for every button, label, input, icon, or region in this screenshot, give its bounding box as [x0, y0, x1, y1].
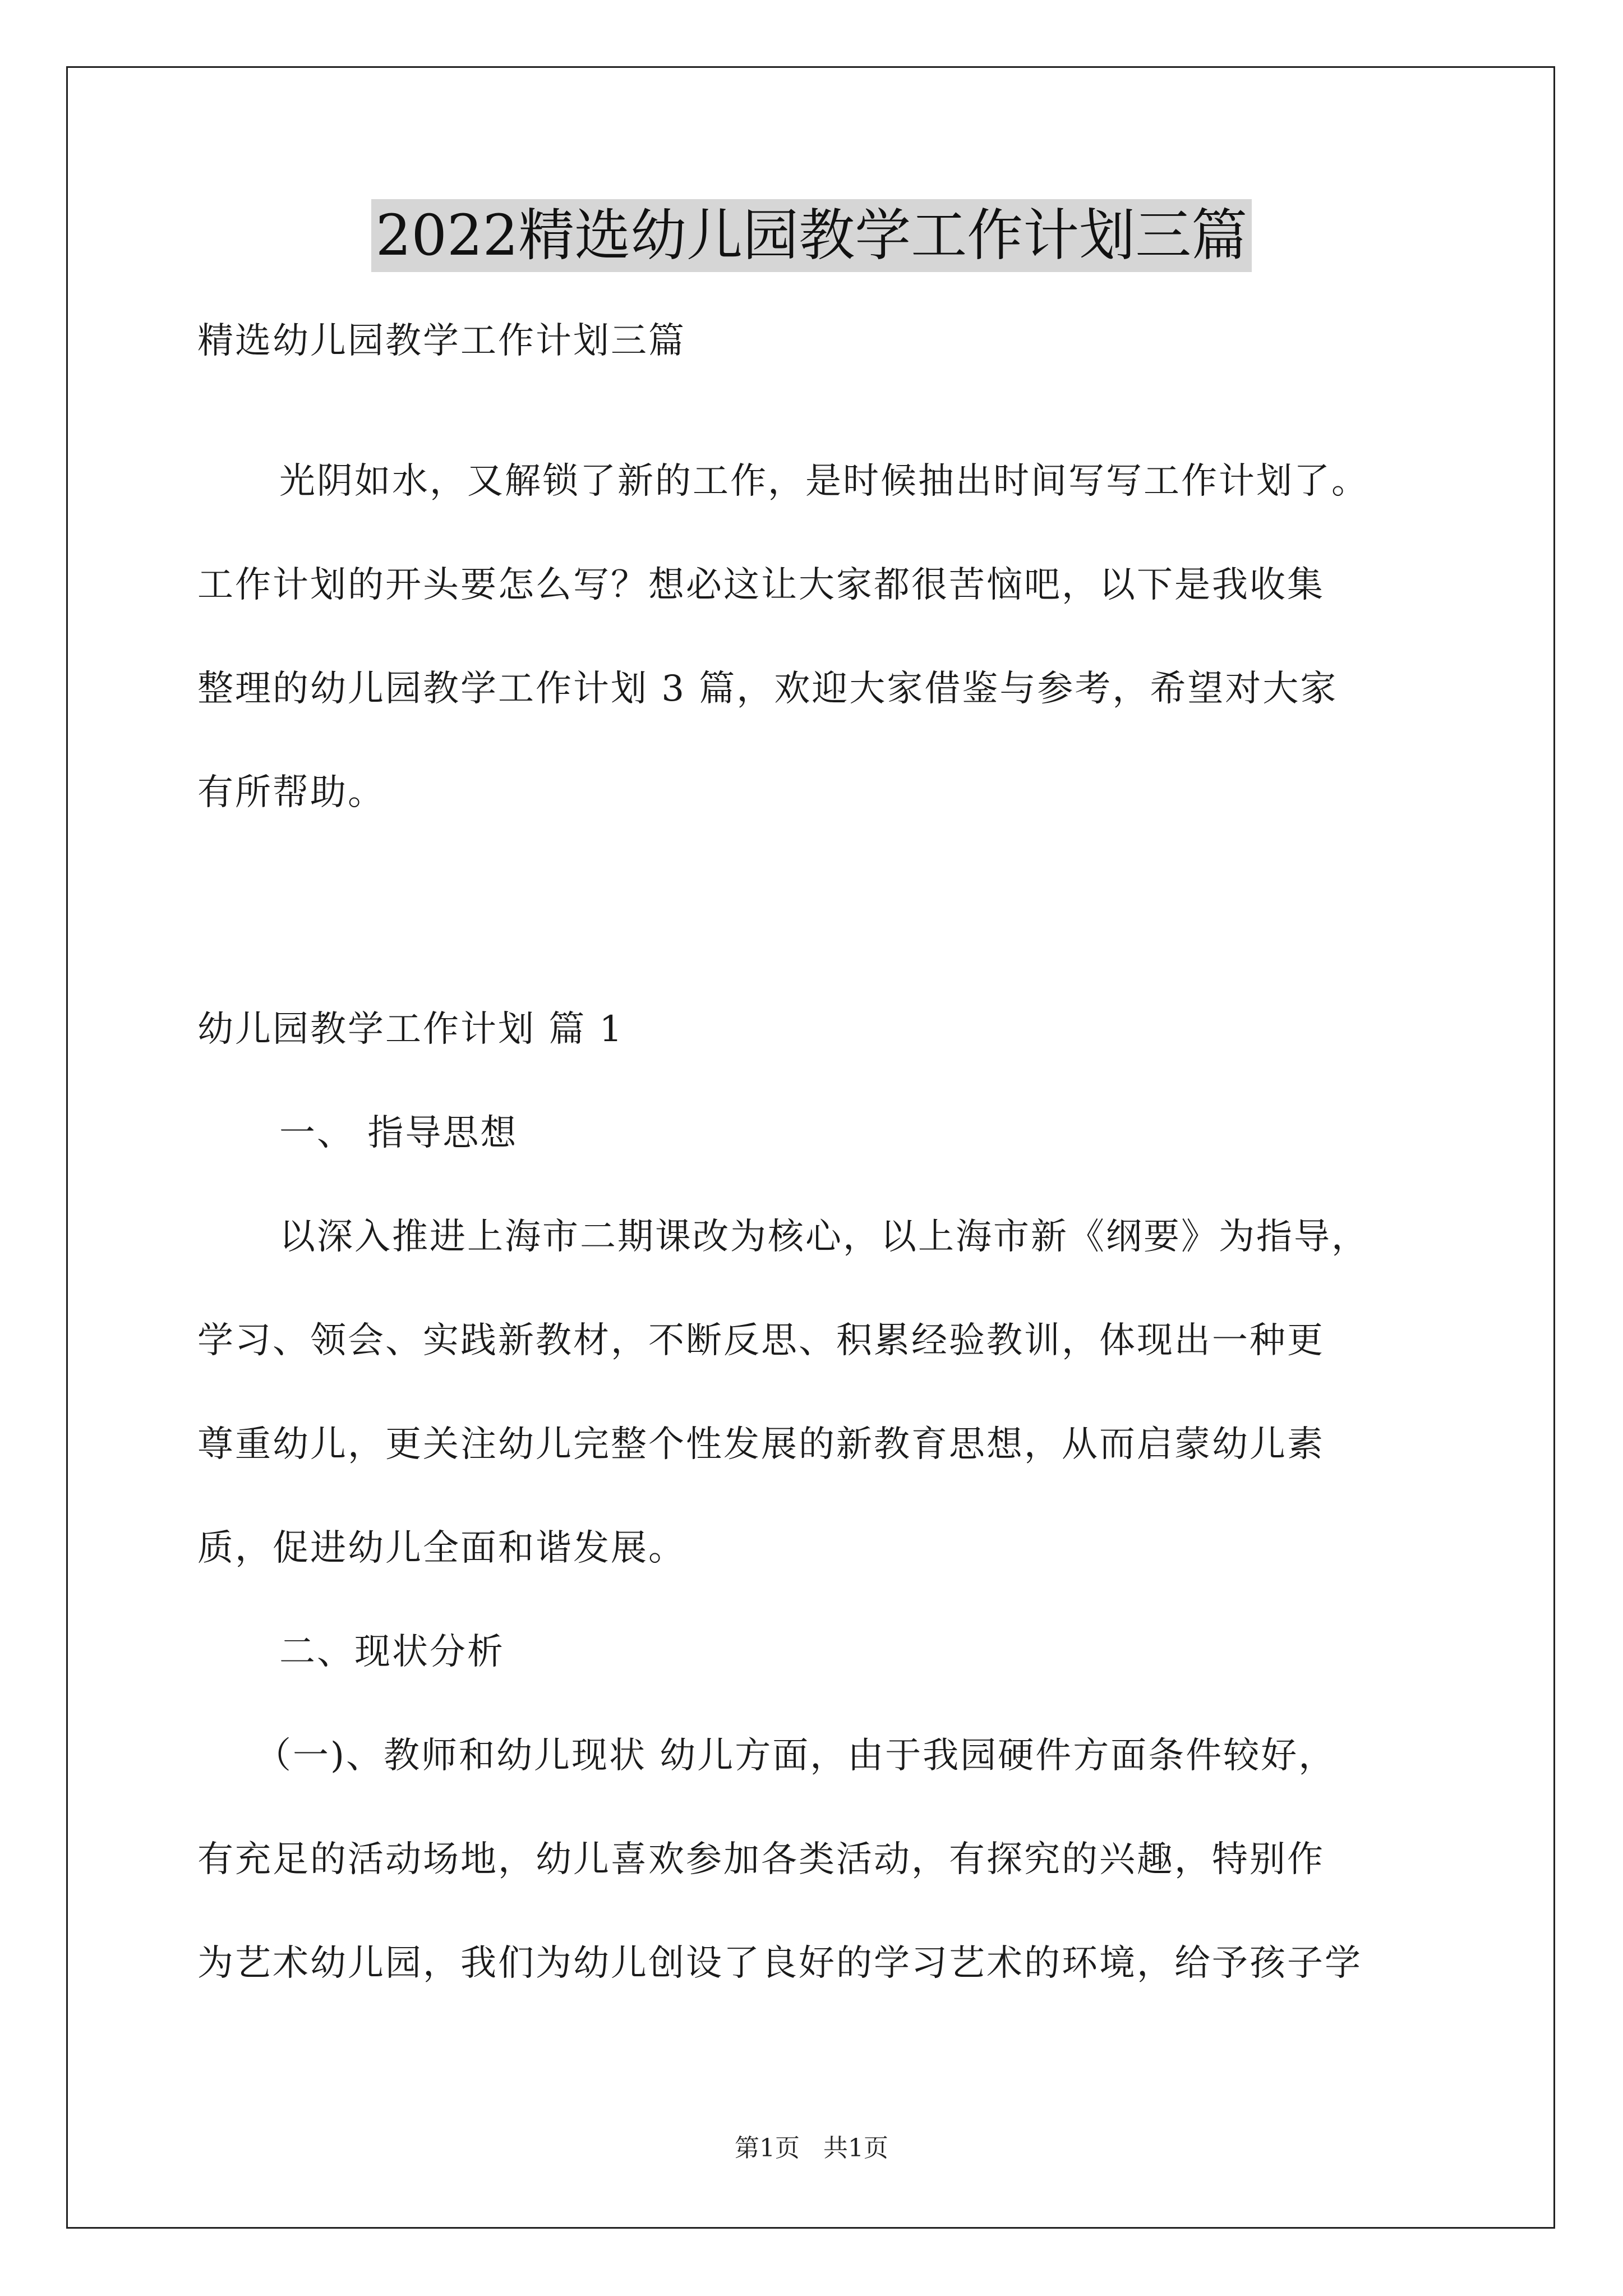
paragraph-line: 为艺术幼儿园，我们为幼儿创设了良好的学习艺术的环境，给予孩子学 [197, 1943, 1362, 1984]
paragraph-line: 整理的幼儿园教学工作计划 3 篇，欢迎大家借鉴与参考，希望对大家 [197, 668, 1338, 710]
paragraph-line: （一)、教师和幼儿现状 幼儿方面，由于我园硬件方面条件较好， [255, 1735, 1336, 1777]
paragraph-line: 有充足的活动场地，幼儿喜欢参加各类活动，有探究的兴趣，特别作 [197, 1839, 1325, 1880]
paragraph-line: 工作计划的开头要怎么写？想必这让大家都很苦恼吧，以下是我收集 [197, 564, 1325, 606]
paragraph-line: 以深入推进上海市二期课改为核心，以上海市新《纲要》为指导， [279, 1216, 1369, 1258]
paragraph-line: 光阴如水，又解锁了新的工作，是时候抽出时间写写工作计划了。 [279, 461, 1369, 502]
title-container [0, 199, 1623, 272]
subtitle-line: 精选幼儿园教学工作计划三篇 [197, 320, 686, 362]
section-heading: 幼儿园教学工作计划 篇 1 [197, 1009, 624, 1050]
subsection-heading: 一、 指导思想 [279, 1112, 518, 1154]
subsection-heading: 二、现状分析 [279, 1631, 505, 1673]
document-title: 2022精选幼儿园教学工作计划三篇 [371, 199, 1252, 272]
paragraph-line: 学习、领会、实践新教材，不断反思、积累经验教训，体现出一种更 [197, 1320, 1325, 1361]
paragraph-line: 尊重幼儿，更关注幼儿完整个性发展的新教育思想，从而启蒙幼儿素 [197, 1424, 1325, 1465]
page-footer: 第1页 共1页 [735, 2134, 888, 2162]
paragraph-line: 有所帮助。 [197, 772, 385, 813]
paragraph-line: 质，促进幼儿全面和谐发展。 [197, 1527, 686, 1569]
